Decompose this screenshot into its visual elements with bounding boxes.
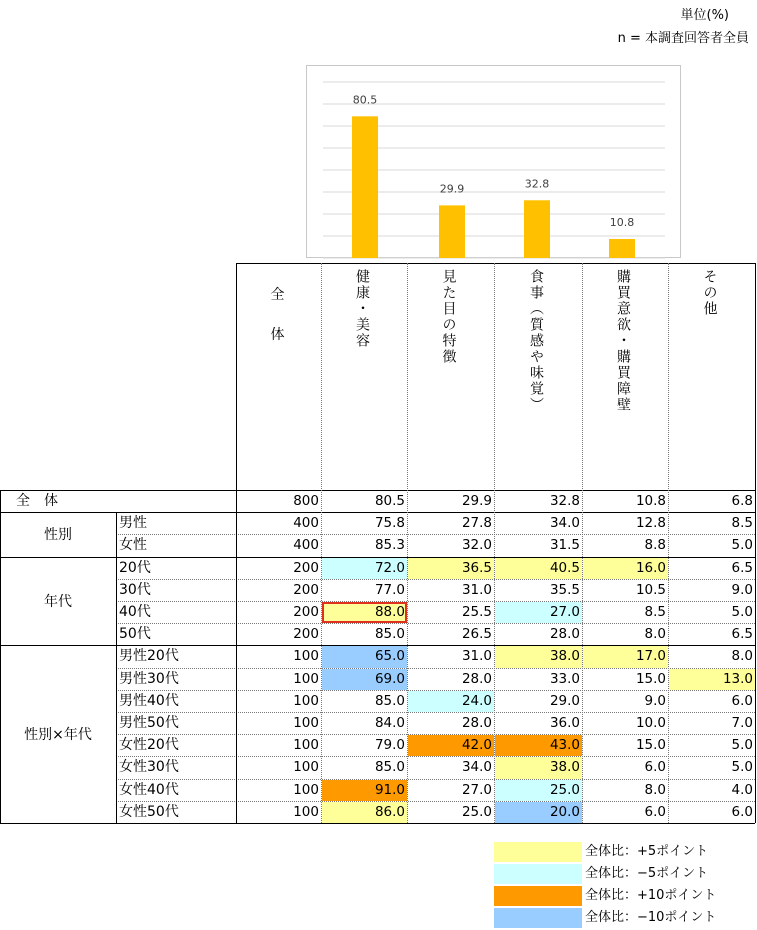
table-rule bbox=[0, 512, 755, 513]
cell-value: 33.0 bbox=[549, 670, 580, 687]
cell-n: 100 bbox=[293, 692, 319, 709]
cell-value: 65.0 bbox=[374, 648, 405, 665]
cell-value: 91.0 bbox=[374, 781, 405, 798]
table-rule bbox=[236, 263, 237, 823]
cell-value: 84.0 bbox=[374, 715, 405, 731]
cell-value: 38.0 bbox=[549, 648, 580, 665]
cell-value: 25.0 bbox=[549, 781, 580, 798]
cell-n: 100 bbox=[293, 803, 319, 820]
cell-value: 31.5 bbox=[549, 537, 580, 554]
cell-value: 26.5 bbox=[461, 626, 492, 643]
cell-value: 28.0 bbox=[461, 670, 492, 687]
cell-value: 25.5 bbox=[461, 604, 492, 620]
cell-value: 36.0 bbox=[549, 715, 580, 731]
cell-value: 27.0 bbox=[549, 604, 580, 620]
table-rule bbox=[582, 263, 583, 823]
unit-label: 単位(%) bbox=[680, 8, 729, 23]
cell-value: 34.0 bbox=[549, 515, 580, 532]
cell-value: 5.0 bbox=[731, 537, 753, 554]
cell-value: 69.0 bbox=[374, 670, 405, 687]
table-rule bbox=[116, 756, 755, 757]
table-rule bbox=[116, 512, 117, 823]
cell-value: 16.0 bbox=[635, 559, 666, 576]
legend-swatch-m5 bbox=[494, 864, 582, 884]
table-rule bbox=[755, 263, 756, 823]
table-rule bbox=[0, 490, 1, 823]
cell-n: 400 bbox=[293, 515, 319, 532]
cell-value: 43.0 bbox=[549, 737, 580, 754]
cell-value: 32.0 bbox=[461, 537, 492, 554]
table-rule bbox=[116, 579, 755, 580]
cell-value: 28.0 bbox=[461, 715, 492, 731]
table-rule bbox=[0, 823, 755, 824]
row-label: 女性30代 bbox=[119, 759, 179, 776]
bar-data-label: 10.8 bbox=[609, 215, 635, 229]
legend-label: 全体比：−10ポイント bbox=[585, 910, 717, 925]
cell-value: 8.5 bbox=[644, 604, 666, 620]
cell-value: 35.5 bbox=[549, 581, 580, 598]
row-label: 女性50代 bbox=[119, 803, 179, 820]
cell-value: 85.0 bbox=[374, 759, 405, 776]
table-rule bbox=[0, 645, 755, 646]
cell-value: 12.8 bbox=[635, 515, 666, 532]
cell-n: 100 bbox=[293, 648, 319, 665]
cell-value: 85.3 bbox=[374, 537, 405, 554]
cell-value: 6.8 bbox=[731, 493, 753, 509]
cell-value: 75.8 bbox=[374, 515, 405, 532]
cell-value: 8.8 bbox=[644, 537, 666, 554]
bar bbox=[524, 200, 550, 258]
cell-value: 86.0 bbox=[374, 803, 405, 820]
bar-data-label: 80.5 bbox=[352, 93, 378, 107]
cell-n: 100 bbox=[293, 737, 319, 754]
cell-value: 13.0 bbox=[722, 670, 753, 687]
row-label: 男性30代 bbox=[119, 670, 179, 687]
table-rule bbox=[116, 668, 755, 669]
cell-value: 31.0 bbox=[461, 648, 492, 665]
row-label: 男性 bbox=[119, 515, 147, 532]
bar bbox=[439, 205, 465, 258]
table-rule bbox=[116, 712, 755, 713]
cell-value: 8.0 bbox=[731, 648, 753, 665]
row-label: 男性50代 bbox=[119, 715, 179, 731]
cell-n: 200 bbox=[293, 604, 319, 620]
cell-value: 7.0 bbox=[731, 715, 753, 731]
cell-value: 15.0 bbox=[635, 670, 666, 687]
cell-value: 15.0 bbox=[635, 737, 666, 754]
cell-n: 100 bbox=[293, 759, 319, 776]
cell-n: 800 bbox=[293, 493, 319, 509]
bar-chart bbox=[306, 65, 681, 258]
table-rule bbox=[116, 779, 755, 780]
table-rule bbox=[116, 534, 755, 535]
column-header-total: 全 体 bbox=[270, 287, 287, 343]
cell-value: 28.0 bbox=[549, 626, 580, 643]
table-rule bbox=[236, 263, 755, 264]
cell-value: 5.0 bbox=[731, 604, 753, 620]
cell-value: 6.0 bbox=[644, 803, 666, 820]
cell-value: 6.5 bbox=[731, 626, 753, 643]
cell-n: 100 bbox=[293, 670, 319, 687]
row-label: 50代 bbox=[119, 626, 151, 643]
cell-value: 8.0 bbox=[644, 626, 666, 643]
cell-value: 40.5 bbox=[549, 559, 580, 576]
cell-value: 29.9 bbox=[461, 493, 492, 509]
cell-n: 100 bbox=[293, 715, 319, 731]
cell-value: 10.8 bbox=[635, 493, 666, 509]
cell-value: 10.5 bbox=[635, 581, 666, 598]
row-label: 20代 bbox=[119, 559, 151, 576]
cell-value: 9.0 bbox=[644, 692, 666, 709]
cell-value: 34.0 bbox=[461, 759, 492, 776]
legend-label: 全体比：−5ポイント bbox=[585, 866, 709, 881]
cell-value: 6.0 bbox=[644, 759, 666, 776]
cell-n: 100 bbox=[293, 781, 319, 798]
cell-value: 29.0 bbox=[549, 692, 580, 709]
cell-value: 17.0 bbox=[635, 648, 666, 665]
bar-chart-svg bbox=[307, 66, 682, 259]
table-rule bbox=[0, 557, 755, 558]
table-rule bbox=[407, 263, 408, 823]
cell-n: 200 bbox=[293, 581, 319, 598]
cell-n: 200 bbox=[293, 626, 319, 643]
cell-value: 38.0 bbox=[549, 759, 580, 776]
base-label: n = 本調査回答者全員 bbox=[617, 31, 749, 46]
cell-value: 6.0 bbox=[731, 692, 753, 709]
table-rule bbox=[116, 690, 755, 691]
column-header-c2: 見た目の特徴 bbox=[440, 269, 457, 365]
column-header-c3: 食事（質感や味覚） bbox=[528, 269, 544, 413]
legend-swatch-p5 bbox=[494, 842, 582, 862]
cell-value: 24.0 bbox=[461, 692, 492, 709]
row-label: 女性40代 bbox=[119, 781, 179, 798]
bar bbox=[609, 239, 635, 258]
row-label: 30代 bbox=[119, 581, 151, 598]
cell-value: 88.0 bbox=[374, 604, 405, 620]
bar bbox=[352, 116, 378, 258]
cell-value: 85.0 bbox=[374, 692, 405, 709]
cell-value: 25.0 bbox=[461, 803, 492, 820]
table-rule bbox=[116, 601, 755, 602]
cell-value: 4.0 bbox=[731, 781, 753, 798]
bar-data-label: 32.8 bbox=[524, 177, 550, 191]
row-label: 女性20代 bbox=[119, 737, 179, 754]
legend-swatch-m10 bbox=[494, 908, 582, 928]
table-rule bbox=[668, 263, 669, 823]
table-rule bbox=[321, 263, 322, 823]
group-label: 年代 bbox=[44, 594, 72, 610]
bar-data-label: 29.9 bbox=[439, 182, 465, 196]
row-label-total: 全 体 bbox=[16, 493, 58, 509]
group-label: 性別×年代 bbox=[24, 727, 92, 744]
cell-value: 27.0 bbox=[461, 781, 492, 798]
cell-value: 20.0 bbox=[549, 803, 580, 820]
column-header-c1: 健康・美容 bbox=[354, 269, 370, 349]
cell-value: 85.0 bbox=[374, 626, 405, 643]
group-label: 性別 bbox=[44, 527, 72, 544]
cell-value: 77.0 bbox=[374, 581, 405, 598]
cell-value: 9.0 bbox=[731, 581, 753, 598]
column-header-c4: 購買意欲・購買障壁 bbox=[615, 269, 631, 413]
table-rule bbox=[116, 623, 755, 624]
cell-value: 5.0 bbox=[731, 759, 753, 776]
cell-value: 31.0 bbox=[461, 581, 492, 598]
table-rule bbox=[116, 734, 755, 735]
cell-value: 5.0 bbox=[731, 737, 753, 754]
cell-value: 27.8 bbox=[461, 515, 492, 532]
table-rule bbox=[0, 490, 755, 491]
cell-value: 6.0 bbox=[731, 803, 753, 820]
cell-value: 8.5 bbox=[731, 515, 753, 532]
cell-value: 10.0 bbox=[635, 715, 666, 731]
cell-value: 79.0 bbox=[374, 737, 405, 754]
legend-label: 全体比：+5ポイント bbox=[585, 844, 709, 859]
cell-value: 32.8 bbox=[549, 493, 580, 509]
table-rule bbox=[116, 801, 755, 802]
cell-n: 200 bbox=[293, 559, 319, 576]
cell-n: 400 bbox=[293, 537, 319, 554]
row-label: 男性20代 bbox=[119, 648, 179, 665]
cell-value: 36.5 bbox=[461, 559, 492, 576]
cell-value: 80.5 bbox=[374, 493, 405, 509]
cell-value: 72.0 bbox=[374, 559, 405, 576]
cell-value: 8.0 bbox=[644, 781, 666, 798]
legend-label: 全体比：+10ポイント bbox=[585, 888, 717, 903]
cell-value: 42.0 bbox=[461, 737, 492, 754]
table-rule bbox=[494, 263, 495, 823]
column-header-c5: その他 bbox=[701, 269, 718, 317]
row-label: 男性40代 bbox=[119, 692, 179, 709]
row-label: 女性 bbox=[119, 537, 147, 554]
row-label: 40代 bbox=[119, 604, 151, 620]
legend-swatch-p10 bbox=[494, 886, 582, 906]
cell-value: 6.5 bbox=[731, 559, 753, 576]
